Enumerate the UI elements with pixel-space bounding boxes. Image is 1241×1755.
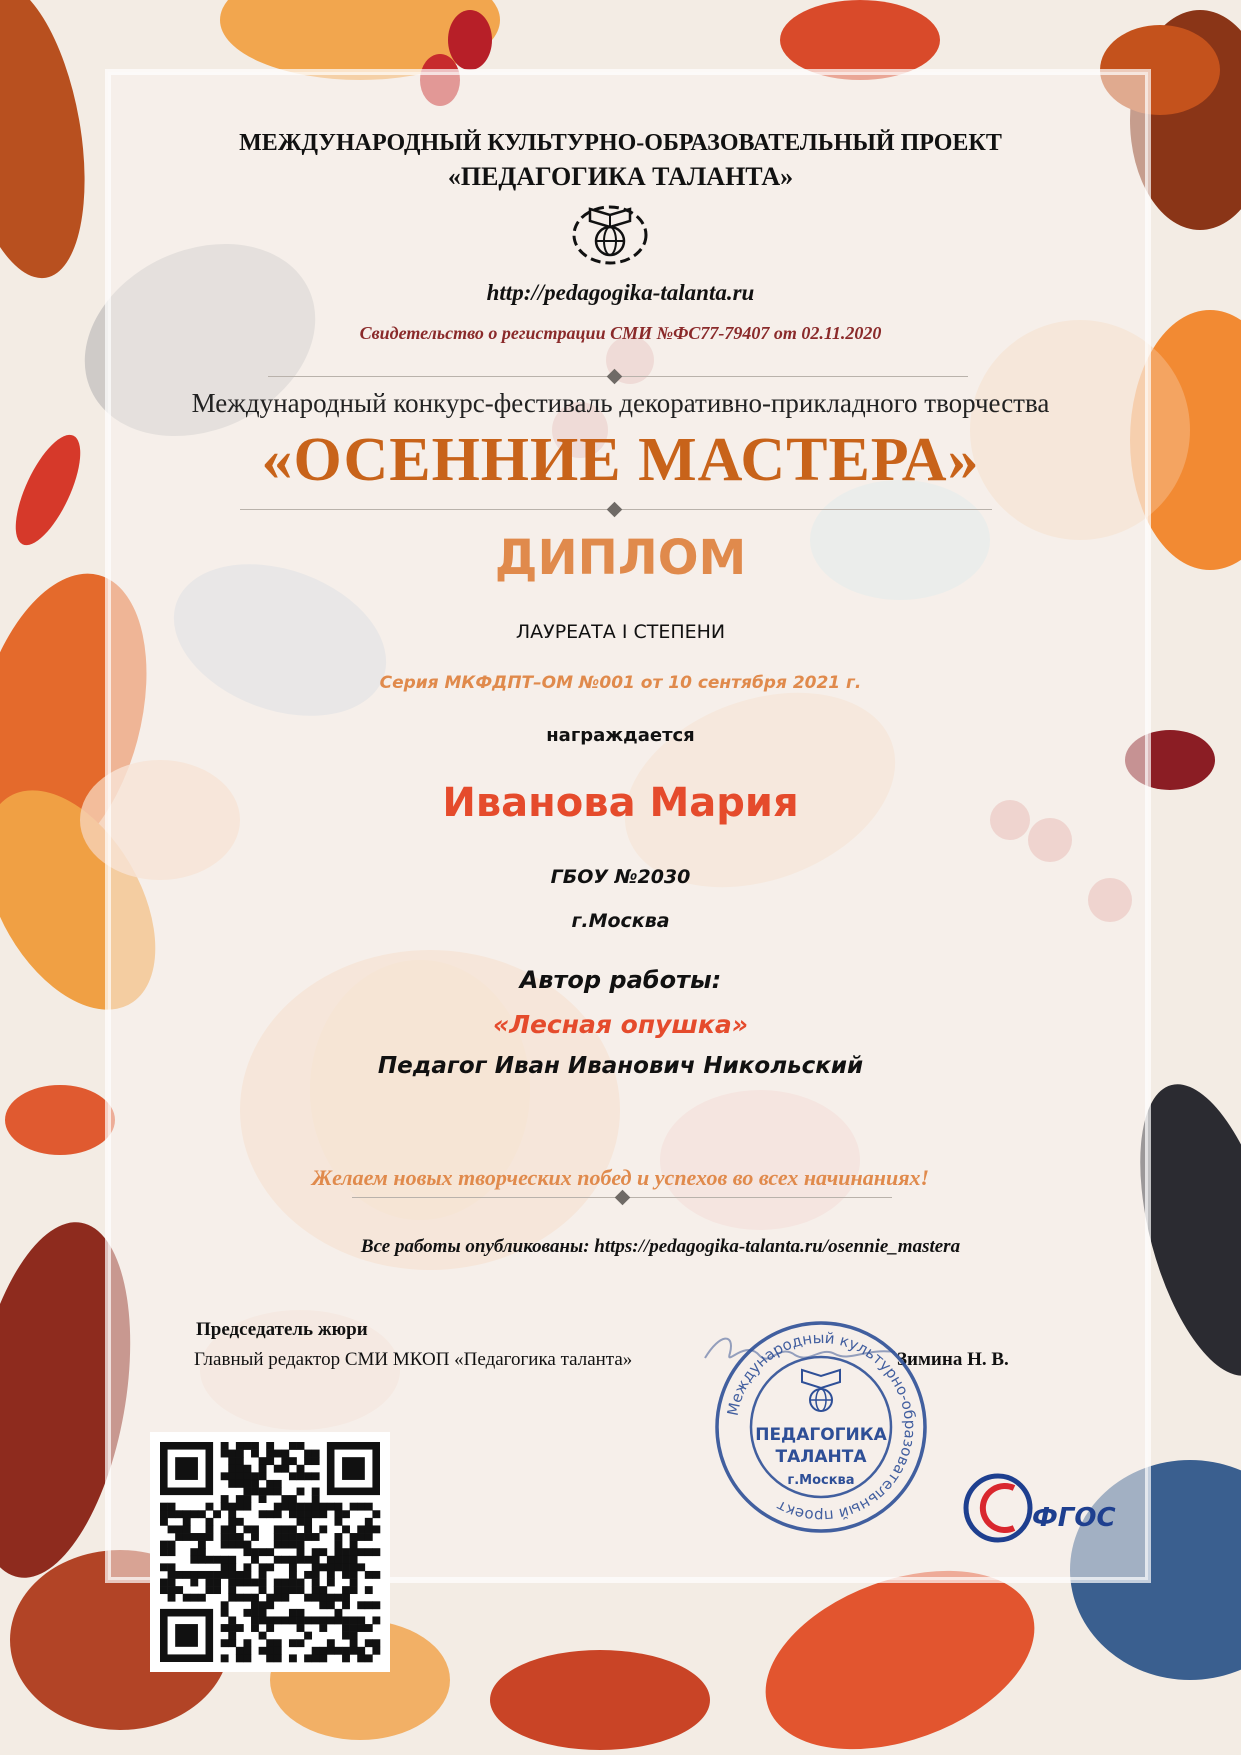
diploma-degree: ЛАУРЕАТА I СТЕПЕНИ bbox=[515, 621, 726, 643]
contest-name: «ОСЕННИЕ МАСТЕРА» bbox=[261, 426, 980, 494]
recipient-city: г.Москва bbox=[571, 910, 670, 932]
registration-notice: Свидетельство о регистрации СМИ №ФС77-79407 от 02.11.2020 bbox=[359, 323, 882, 343]
jury-chair-label: Председатель жюри bbox=[196, 1319, 368, 1340]
recipient-school: ГБОУ №2030 bbox=[550, 866, 691, 888]
seal-ring-text: Международный культурно-образовательный проект bbox=[723, 1328, 920, 1526]
project-title-line1: МЕЖДУНАРОДНЫЙ КУЛЬТУРНО-ОБРАЗОВАТЕЛЬНЫЙ ПРОЕКТ bbox=[239, 130, 1002, 156]
qr-code-icon[interactable] bbox=[150, 1432, 390, 1672]
awarded-label: награждается bbox=[546, 725, 695, 746]
work-title: «Лесная опушка» bbox=[492, 1010, 749, 1039]
seal-center-line2: ТАЛАНТА bbox=[775, 1447, 867, 1467]
jury-signer: Зимина Н. В. bbox=[897, 1349, 1009, 1370]
jury-position: Главный редактор СМИ МКОП «Педагогика таланта» bbox=[194, 1349, 633, 1370]
teacher-name: Педагог Иван Иванович Никольский bbox=[377, 1053, 864, 1079]
diploma-title: ДИПЛОМ bbox=[494, 530, 747, 586]
seal-center-line1: ПЕДАГОГИКА bbox=[755, 1425, 887, 1445]
seal-city: г.Москва bbox=[787, 1473, 855, 1488]
open-book-globe-logo-icon bbox=[570, 197, 650, 265]
fgos-label: ФГОС bbox=[1032, 1503, 1116, 1533]
author-label: Автор работы: bbox=[519, 966, 722, 994]
project-title-line2: «ПЕДАГОГИКА ТАЛАНТА» bbox=[447, 162, 794, 191]
fgos-logo-icon bbox=[962, 1468, 1122, 1548]
wish-text: Желаем новых творческих побед и успехов во всех начинаниях! bbox=[311, 1165, 930, 1190]
published-link[interactable]: Все работы опубликованы: https://pedagogika-talanta.ru/osennie_mastera bbox=[360, 1236, 961, 1257]
project-url[interactable]: http://pedagogika-talanta.ru bbox=[486, 280, 755, 305]
official-seal-icon bbox=[712, 1318, 930, 1536]
recipient-name: Иванова Мария bbox=[442, 780, 799, 826]
diploma-series: Серия МКФДПТ–ОМ №001 от 10 сентября 2021 г. bbox=[379, 673, 862, 693]
contest-subtitle: Международный конкурс-фестиваль декоративно-прикладного творчества bbox=[191, 388, 1050, 418]
